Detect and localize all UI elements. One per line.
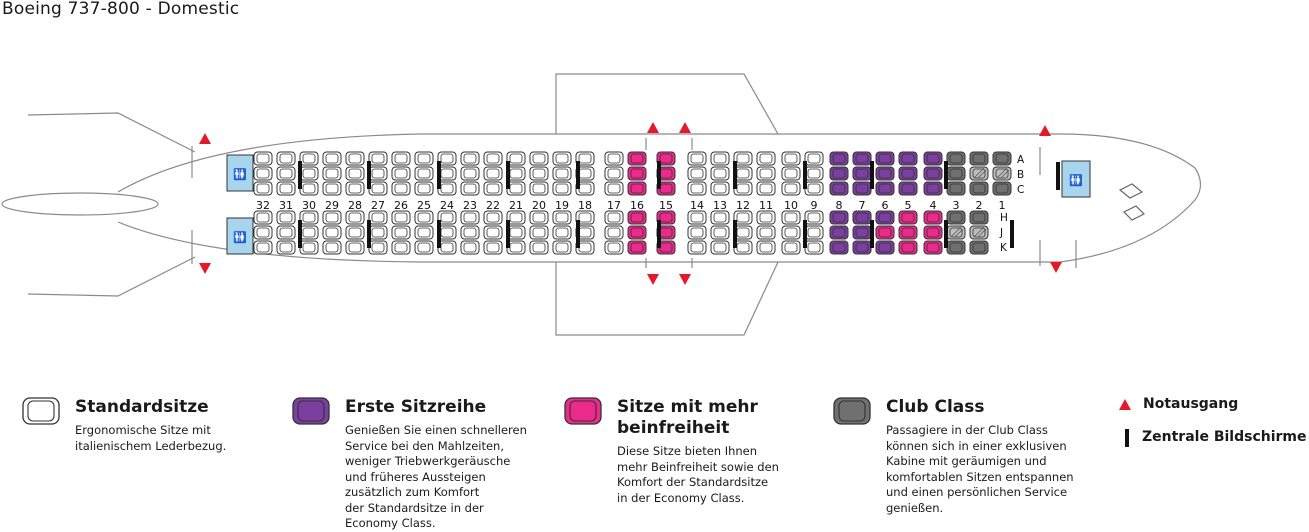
seat-2C[interactable] (970, 182, 988, 195)
seat-13B[interactable] (711, 167, 729, 180)
seat-7B[interactable] (853, 167, 871, 180)
seat-1B[interactable] (993, 167, 1011, 180)
seat-31B[interactable] (277, 167, 295, 180)
seat-11H[interactable] (757, 211, 775, 224)
seat-17C[interactable] (605, 182, 623, 195)
seat-6B[interactable] (876, 167, 894, 180)
seat-8H[interactable] (830, 211, 848, 224)
legend-extra-legroom-title-2: beinfreiheit (617, 418, 730, 438)
seat-32B[interactable] (254, 167, 272, 180)
seat-7A[interactable] (853, 152, 871, 165)
seat-9K[interactable] (805, 241, 823, 254)
seat-14B[interactable] (688, 167, 706, 180)
seat-30A[interactable] (300, 152, 318, 165)
seat-29C[interactable] (323, 182, 341, 195)
legend-club-line-4: komfortablen Sitzen entspannen (886, 469, 1074, 484)
seat-29B[interactable] (323, 167, 341, 180)
row-number-19: 19 (555, 199, 569, 212)
seat-31J[interactable] (277, 226, 295, 239)
legend-standard-title: Standardsitze (75, 397, 209, 417)
seat-letter-A: A (1017, 154, 1025, 166)
fuselage-outline (2, 74, 1201, 335)
row-number-8: 8 (835, 199, 843, 212)
svg-text:🚻: 🚻 (1069, 174, 1083, 187)
seat-16K[interactable] (628, 241, 646, 254)
row-number-6: 6 (881, 199, 889, 212)
row-number-2: 2 (975, 199, 983, 212)
seat-23K[interactable] (461, 241, 479, 254)
seat-25H[interactable] (415, 211, 433, 224)
seat-1C[interactable] (993, 182, 1011, 195)
seat-17A[interactable] (605, 152, 623, 165)
seat-27J[interactable] (369, 226, 387, 239)
seat-27K[interactable] (369, 241, 387, 254)
seat-22H[interactable] (484, 211, 502, 224)
row-number-11: 11 (759, 199, 773, 212)
seat-29A[interactable] (323, 152, 341, 165)
seat-16B[interactable] (628, 167, 646, 180)
row-number-23: 23 (463, 199, 477, 212)
seat-6J[interactable] (876, 226, 894, 239)
seat-32J[interactable] (254, 226, 272, 239)
screen-bar-top-2 (367, 161, 371, 189)
seat-16J[interactable] (628, 226, 646, 239)
seat-9C[interactable] (805, 182, 823, 195)
seat-27B[interactable] (369, 167, 387, 180)
exit-triangle-icon (1118, 398, 1134, 414)
screen-bar-top-7 (733, 161, 737, 189)
screen-bar-top-9 (870, 161, 874, 189)
legend-first-row-line-7: Economy Class. (345, 516, 436, 530)
seat-26J[interactable] (392, 226, 410, 239)
seat-20J[interactable] (530, 226, 548, 239)
emergency-exit-icon (199, 133, 211, 144)
seat-14K[interactable] (688, 241, 706, 254)
screen-bar-bottom-2 (367, 220, 371, 248)
row-number-32: 32 (256, 199, 270, 212)
screen-bar-bottom-6 (657, 220, 661, 248)
seat-30K[interactable] (300, 241, 318, 254)
seat-2J[interactable] (970, 226, 988, 239)
seat-11J[interactable] (757, 226, 775, 239)
seat-4A[interactable] (924, 152, 942, 165)
seat-28B[interactable] (346, 167, 364, 180)
seat-28K[interactable] (346, 241, 364, 254)
seat-4J[interactable] (924, 226, 942, 239)
legend-club-line-2: können sich in einer exklusiven (886, 438, 1067, 453)
legend-extra-legroom-title-1: Sitze mit mehr (617, 397, 758, 417)
legend-first-row-line-6: der Standardsitze in der (345, 500, 484, 515)
lavatory-front-icon (1062, 161, 1090, 197)
seat-16H[interactable] (628, 211, 646, 224)
seat-5B[interactable] (899, 167, 917, 180)
emergency-exit-icon (1050, 262, 1062, 273)
seat-22J[interactable] (484, 226, 502, 239)
seat-19A[interactable] (553, 152, 571, 165)
screen-bar-front-top (1056, 162, 1060, 190)
row-number-3: 3 (952, 199, 960, 212)
seat-2A[interactable] (970, 152, 988, 165)
seat-31C[interactable] (277, 182, 295, 195)
seat-13H[interactable] (711, 211, 729, 224)
legend-first-row-title: Erste Sitzreihe (345, 397, 487, 417)
row-number-5: 5 (904, 199, 912, 212)
emergency-exit-icon (647, 122, 659, 133)
seat-8K[interactable] (830, 241, 848, 254)
seat-9A[interactable] (805, 152, 823, 165)
seat-23B[interactable] (461, 167, 479, 180)
extra-legroom-seat-icon (564, 396, 604, 426)
seat-6A[interactable] (876, 152, 894, 165)
row-number-26: 26 (394, 199, 408, 212)
row-number-25: 25 (417, 199, 431, 212)
seat-30H[interactable] (300, 211, 318, 224)
seat-16C[interactable] (628, 182, 646, 195)
row-number-20: 20 (532, 199, 546, 212)
seat-25J[interactable] (415, 226, 433, 239)
legend-club-line-6: genießen. (886, 500, 944, 515)
seat-11A[interactable] (757, 152, 775, 165)
first-row-seat-icon (292, 396, 332, 426)
screen-bar-top-6 (657, 161, 661, 189)
emergency-exit-icon (1039, 125, 1051, 136)
seat-19B[interactable] (553, 167, 571, 180)
seat-27A[interactable] (369, 152, 387, 165)
seat-10H[interactable] (782, 211, 800, 224)
screen-bar-icon (1124, 428, 1132, 450)
seat-9H[interactable] (805, 211, 823, 224)
row-number-17: 17 (607, 199, 621, 212)
screen-bar-bottom-3 (437, 220, 441, 248)
row-number-14: 14 (690, 199, 704, 212)
seat-11B[interactable] (757, 167, 775, 180)
lavatory-aft-top-icon (227, 155, 253, 191)
row-number-12: 12 (736, 199, 750, 212)
seat-20C[interactable] (530, 182, 548, 195)
seat-16A[interactable] (628, 152, 646, 165)
cockpit-icon (1120, 184, 1144, 220)
seat-5H[interactable] (899, 211, 917, 224)
seat-7C[interactable] (853, 182, 871, 195)
seat-23H[interactable] (461, 211, 479, 224)
seat-14C[interactable] (688, 182, 706, 195)
seat-3J[interactable] (947, 226, 965, 239)
legend-first-row-line-3: weniger Triebwerkgeräusche (345, 454, 511, 468)
seat-9J[interactable] (805, 226, 823, 239)
seat-5C[interactable] (899, 182, 917, 195)
seat-letter-K: K (1000, 242, 1007, 254)
legend-first-row-line-1: Genießen Sie einen schnelleren (345, 423, 527, 437)
row-number-21: 21 (509, 199, 523, 212)
seat-5A[interactable] (899, 152, 917, 165)
seat-9B[interactable] (805, 167, 823, 180)
legend-extra-legroom-line-2: mehr Beinfreiheit sowie den (617, 459, 779, 474)
seat-22K[interactable] (484, 241, 502, 254)
seat-10C[interactable] (782, 182, 800, 195)
seat-17B[interactable] (605, 167, 623, 180)
legend-club-title: Club Class (886, 397, 985, 417)
seat-11K[interactable] (757, 241, 775, 254)
svg-text:🚻: 🚻 (233, 168, 247, 181)
seat-13A[interactable] (711, 152, 729, 165)
emergency-exit-icon (679, 122, 691, 133)
screen-bar-bottom-8 (803, 220, 807, 248)
seat-20H[interactable] (530, 211, 548, 224)
seat-26K[interactable] (392, 241, 410, 254)
legend-standard-line-2: italienischem Lederbezug. (75, 438, 227, 453)
emergency-exit-icon (199, 263, 211, 274)
row-number-28: 28 (348, 199, 362, 212)
seat-28C[interactable] (346, 182, 364, 195)
screen-bar-top-1 (298, 161, 302, 189)
legend-extra-legroom-line-1: Diese Sitze bieten Ihnen (617, 444, 758, 458)
seat-26C[interactable] (392, 182, 410, 195)
screen-bar-top-10 (944, 161, 948, 189)
seat-2B[interactable] (970, 167, 988, 180)
seat-10A[interactable] (782, 152, 800, 165)
seat-17J[interactable] (605, 226, 623, 239)
seat-26B[interactable] (392, 167, 410, 180)
seat-17K[interactable] (605, 241, 623, 254)
legend-standard-line-1: Ergonomische Sitze mit (75, 423, 211, 437)
seat-22C[interactable] (484, 182, 502, 195)
legend-first-row-line-5: zusätzlich zum Komfort (345, 485, 480, 499)
row-number-18: 18 (578, 199, 592, 212)
seat-10K[interactable] (782, 241, 800, 254)
seat-13J[interactable] (711, 226, 729, 239)
seat-13K[interactable] (711, 241, 729, 254)
seat-25C[interactable] (415, 182, 433, 195)
seat-19J[interactable] (553, 226, 571, 239)
seat-32H[interactable] (254, 211, 272, 224)
seat-30J[interactable] (300, 226, 318, 239)
legend-first-row-line-4: und früheres Aussteigen (345, 469, 486, 484)
seat-31K[interactable] (277, 241, 295, 254)
seat-32K[interactable] (254, 241, 272, 254)
legend-club-line-5: und einen persönlichen Service (886, 485, 1068, 499)
screen-bar-bottom-1 (298, 220, 302, 248)
row-number-10: 10 (784, 199, 798, 212)
seat-3K[interactable] (947, 241, 965, 254)
page-title: Boeing 737-800 - Domestic (2, 0, 240, 19)
seat-3B[interactable] (947, 167, 965, 180)
screen-bar-top-8 (803, 161, 807, 189)
seat-4H[interactable] (924, 211, 942, 224)
seat-23A[interactable] (461, 152, 479, 165)
row-number-31: 31 (279, 199, 293, 212)
seat-29H[interactable] (323, 211, 341, 224)
seat-30C[interactable] (300, 182, 318, 195)
seat-28J[interactable] (346, 226, 364, 239)
seat-5K[interactable] (899, 241, 917, 254)
seat-14H[interactable] (688, 211, 706, 224)
seat-25A[interactable] (415, 152, 433, 165)
seat-23C[interactable] (461, 182, 479, 195)
seat-20A[interactable] (530, 152, 548, 165)
seat-20K[interactable] (530, 241, 548, 254)
seat-29K[interactable] (323, 241, 341, 254)
screen-bar-front-bottom (1010, 220, 1014, 248)
seat-30B[interactable] (300, 167, 318, 180)
seat-10B[interactable] (782, 167, 800, 180)
row-number-9: 9 (810, 199, 818, 212)
seat-1A[interactable] (993, 152, 1011, 165)
seat-8B[interactable] (830, 167, 848, 180)
seat-letter-B: B (1017, 169, 1025, 181)
seat-19C[interactable] (553, 182, 571, 195)
legend-extra-legroom-line-4: in der Economy Class. (617, 490, 745, 505)
row-number-22: 22 (486, 199, 500, 212)
seat-3C[interactable] (947, 182, 965, 195)
legend-screens-label: Zentrale Bildschirme (1142, 429, 1307, 445)
svg-text:🚻: 🚻 (233, 231, 247, 244)
seat-14A[interactable] (688, 152, 706, 165)
standard-seat-icon (22, 396, 62, 426)
seat-22B[interactable] (484, 167, 502, 180)
row-number-1: 1 (998, 199, 1006, 212)
legend-club-line-3: Kabine mit geräumigen und (886, 454, 1047, 468)
seat-32A[interactable] (254, 152, 272, 165)
seat-14J[interactable] (688, 226, 706, 239)
legend-extra-legroom-line-3: Komfort der Standardsitze (617, 475, 769, 489)
screen-bar-bottom-10 (944, 220, 948, 248)
seat-23J[interactable] (461, 226, 479, 239)
seat-26H[interactable] (392, 211, 410, 224)
seat-31A[interactable] (277, 152, 295, 165)
legend-exit-label: Notausgang (1143, 396, 1239, 412)
seat-7K[interactable] (853, 241, 871, 254)
club-seat-icon (833, 396, 873, 426)
seat-7J[interactable] (853, 226, 871, 239)
seat-5J[interactable] (899, 226, 917, 239)
seat-29J[interactable] (323, 226, 341, 239)
screen-bar-bottom-4 (506, 220, 510, 248)
seat-13C[interactable] (711, 182, 729, 195)
screen-bar-bottom-5 (576, 220, 580, 248)
seat-7H[interactable] (853, 211, 871, 224)
seat-3A[interactable] (947, 152, 965, 165)
seat-6C[interactable] (876, 182, 894, 195)
emergency-exit-icon (647, 274, 659, 285)
screen-bar-bottom-9 (870, 220, 874, 248)
seat-3H[interactable] (947, 211, 965, 224)
row-number-27: 27 (371, 199, 385, 212)
row-number-24: 24 (440, 199, 454, 212)
seat-19H[interactable] (553, 211, 571, 224)
seat-31H[interactable] (277, 211, 295, 224)
seat-27H[interactable] (369, 211, 387, 224)
seat-25K[interactable] (415, 241, 433, 254)
seat-letter-H: H (1000, 212, 1008, 224)
seat-28A[interactable] (346, 152, 364, 165)
seat-letter-C: C (1017, 184, 1025, 196)
seat-17H[interactable] (605, 211, 623, 224)
seat-6H[interactable] (876, 211, 894, 224)
seat-4C[interactable] (924, 182, 942, 195)
row-number-7: 7 (858, 199, 866, 212)
seat-2K[interactable] (970, 241, 988, 254)
screen-bar-bottom-7 (733, 220, 737, 248)
seat-8C[interactable] (830, 182, 848, 195)
seat-4B[interactable] (924, 167, 942, 180)
seat-11C[interactable] (757, 182, 775, 195)
seat-10J[interactable] (782, 226, 800, 239)
screen-bar-top-5 (576, 161, 580, 189)
row-number-13: 13 (713, 199, 727, 212)
lavatory-aft-bottom-icon (227, 218, 253, 254)
seat-letter-J: J (1000, 227, 1004, 239)
screen-bar-top-4 (506, 161, 510, 189)
legend-club-line-1: Passagiere in der Club Class (886, 423, 1048, 437)
seat-8A[interactable] (830, 152, 848, 165)
seat-32C[interactable] (254, 182, 272, 195)
emergency-exit-icon (679, 274, 691, 285)
seat-22A[interactable] (484, 152, 502, 165)
row-number-30: 30 (302, 199, 316, 212)
seat-8J[interactable] (830, 226, 848, 239)
seat-25B[interactable] (415, 167, 433, 180)
seat-26A[interactable] (392, 152, 410, 165)
row-number-16: 16 (630, 199, 644, 212)
row-number-29: 29 (325, 199, 339, 212)
seat-6K[interactable] (876, 241, 894, 254)
seat-19K[interactable] (553, 241, 571, 254)
row-number-15: 15 (659, 199, 673, 212)
seat-20B[interactable] (530, 167, 548, 180)
seat-28H[interactable] (346, 211, 364, 224)
screen-bar-top-3 (437, 161, 441, 189)
row-number-4: 4 (929, 199, 937, 212)
legend-first-row-line-2: Service bei den Mahlzeiten, (345, 438, 504, 453)
seat-27C[interactable] (369, 182, 387, 195)
seat-2H[interactable] (970, 211, 988, 224)
seat-4K[interactable] (924, 241, 942, 254)
